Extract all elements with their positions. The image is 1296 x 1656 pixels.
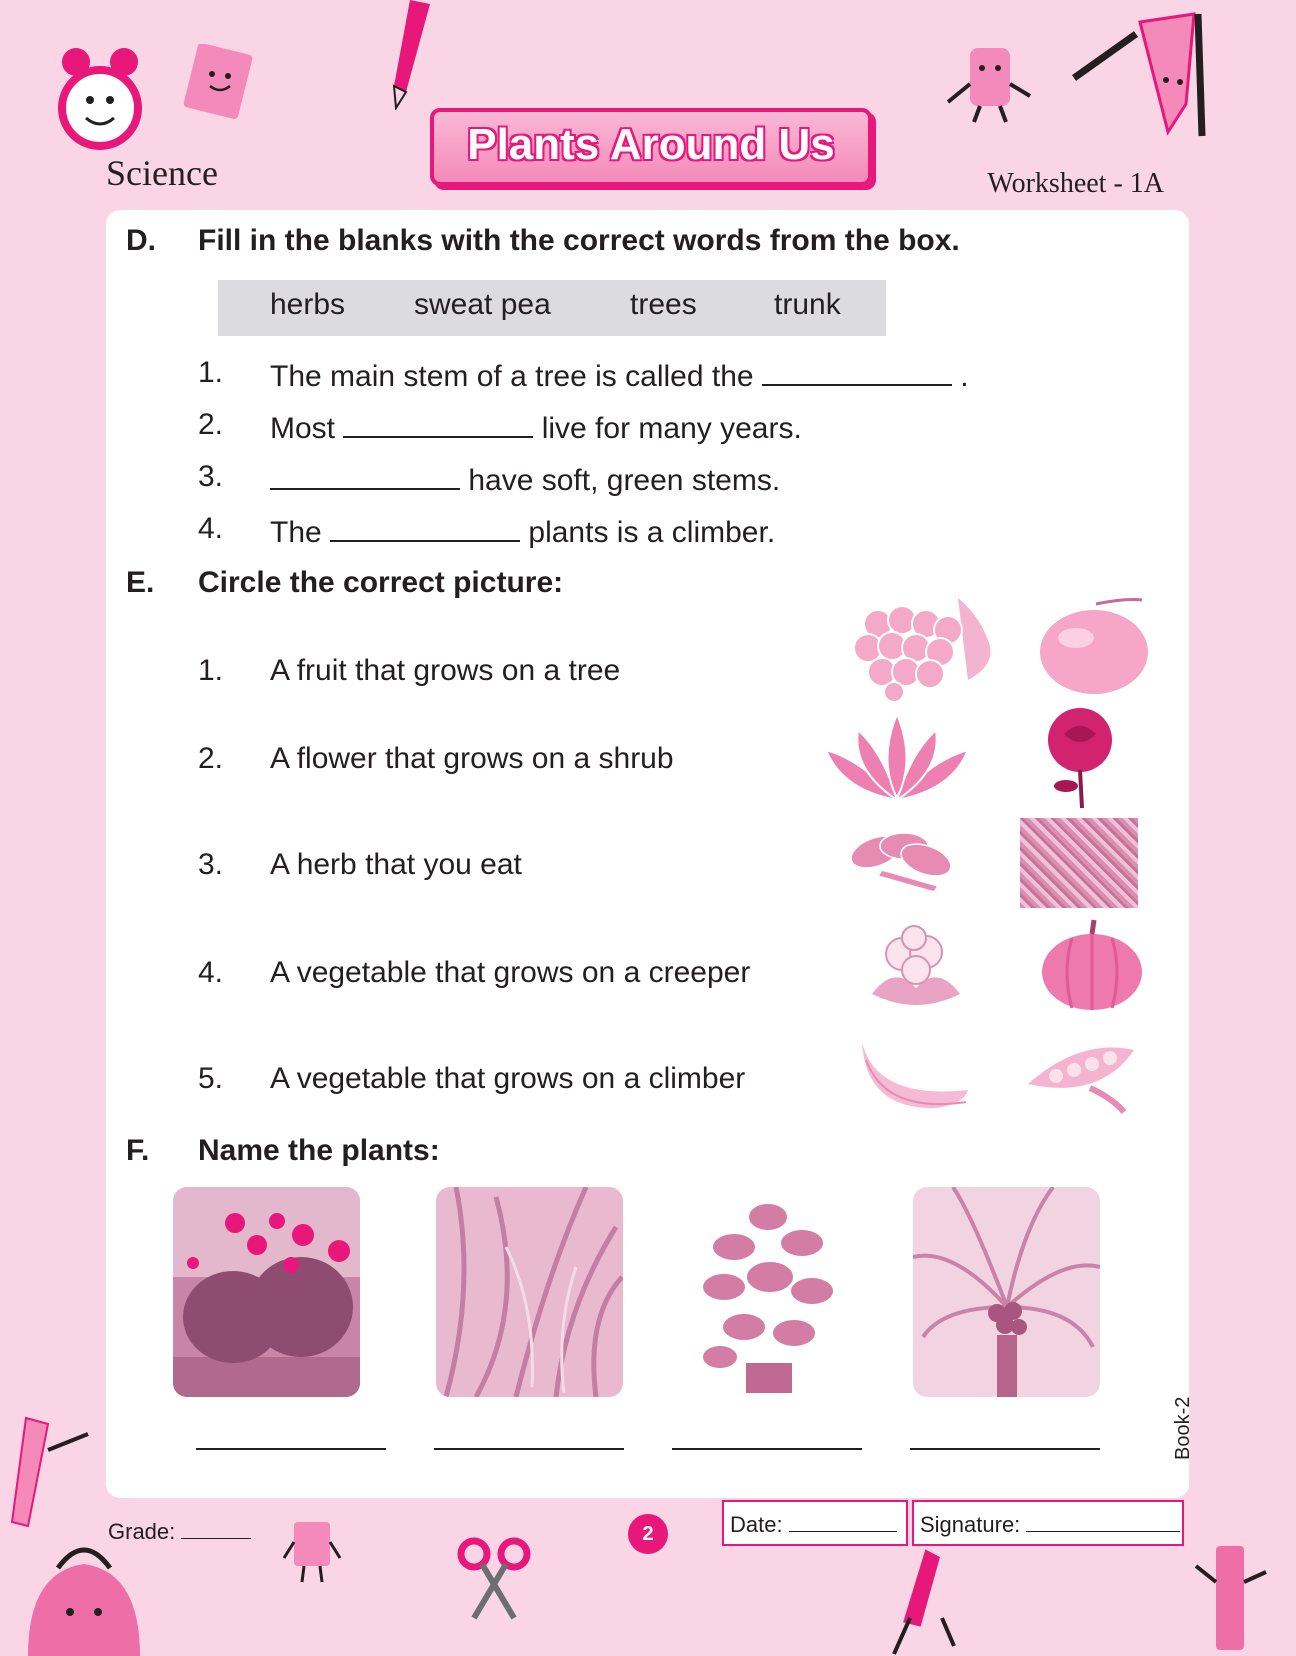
cauliflower-picture[interactable] xyxy=(864,924,968,1014)
subject-label: Science xyxy=(106,153,218,193)
date-field[interactable] xyxy=(722,1500,908,1546)
pen-character-icon xyxy=(886,1546,960,1656)
plant-name-blank[interactable] xyxy=(672,1448,862,1450)
ruler-character-icon xyxy=(8,1414,92,1534)
eraser-character-icon xyxy=(944,44,1034,124)
question-number: 2. xyxy=(198,742,224,775)
question-number: 4. xyxy=(198,512,224,545)
plant-name-blank[interactable] xyxy=(910,1448,1100,1450)
spinach-picture[interactable] xyxy=(842,822,960,902)
circle-question-2: A flower that grows on a shrub xyxy=(270,742,674,775)
signature-blank[interactable] xyxy=(1026,1511,1180,1532)
rose-bush-photo xyxy=(173,1187,360,1397)
circle-question-1: A fruit that grows on a tree xyxy=(270,654,621,687)
date-blank[interactable] xyxy=(789,1511,897,1532)
grade-label: Grade: xyxy=(108,1519,176,1544)
question-text: The main stem of a tree is called the xyxy=(270,360,754,393)
section-d-letter: D. xyxy=(126,224,156,257)
plant-leaves-picture[interactable] xyxy=(1020,818,1138,908)
question-number: 4. xyxy=(198,956,224,989)
question-number: 1. xyxy=(198,356,224,389)
grade-blank[interactable] xyxy=(181,1518,251,1539)
word-box xyxy=(218,280,886,336)
question-text: live for many years. xyxy=(541,412,802,445)
section-d-title: Fill in the blanks with the correct words from the box. xyxy=(198,224,960,257)
signature-field[interactable] xyxy=(912,1500,1184,1546)
worksheet-title: Plants Around Us xyxy=(467,120,835,169)
answer-blank[interactable] xyxy=(343,408,533,438)
circle-question-5: A vegetable that grows on a climber xyxy=(270,1062,746,1095)
fill-question-1 xyxy=(270,356,969,394)
scissors-icon xyxy=(456,1536,532,1622)
lotus-picture[interactable] xyxy=(822,710,972,810)
word-box-item: trunk xyxy=(774,288,841,321)
section-f-title: Name the plants: xyxy=(198,1134,440,1167)
book-label: Book-2 xyxy=(1172,1396,1194,1460)
question-number: 5. xyxy=(198,1062,224,1095)
fill-question-3 xyxy=(270,460,780,498)
plant-name-blank[interactable] xyxy=(434,1448,624,1450)
word-box-item: sweat pea xyxy=(414,288,551,321)
pencil-icon xyxy=(384,0,444,110)
banana-picture[interactable] xyxy=(856,1030,976,1116)
word-box-item: trees xyxy=(630,288,697,321)
notebook-character-icon xyxy=(176,44,260,124)
circle-question-3: A herb that you eat xyxy=(270,848,522,881)
money-plant-photo xyxy=(694,1187,844,1397)
pencil-character-icon xyxy=(1192,1542,1272,1656)
question-text: . xyxy=(960,360,969,393)
rose-picture[interactable] xyxy=(1034,704,1126,810)
fill-question-4 xyxy=(270,512,775,550)
sharpener-character-icon xyxy=(282,1518,342,1586)
mango-picture[interactable] xyxy=(1036,590,1154,698)
peas-picture[interactable] xyxy=(1020,1028,1142,1116)
word-box-item: herbs xyxy=(270,288,346,321)
date-label: Date: xyxy=(730,1512,783,1537)
question-number: 2. xyxy=(198,408,224,441)
question-number: 3. xyxy=(198,848,224,881)
question-text: plants is a climber. xyxy=(528,516,776,549)
answer-blank[interactable] xyxy=(762,356,952,386)
question-number: 1. xyxy=(198,654,224,687)
paddy-field-photo xyxy=(436,1187,623,1397)
section-e-title: Circle the correct picture: xyxy=(198,566,564,599)
question-text: The xyxy=(270,516,322,549)
pumpkin-picture[interactable] xyxy=(1038,916,1146,1012)
section-f-letter: F. xyxy=(126,1134,150,1167)
signature-label: Signature: xyxy=(920,1512,1021,1537)
section-e-letter: E. xyxy=(126,566,155,599)
circle-question-4: A vegetable that grows on a creeper xyxy=(270,956,751,989)
fill-question-2 xyxy=(270,408,802,446)
worksheet-number: Worksheet - 1A xyxy=(987,168,1164,199)
coconut-palm-photo xyxy=(913,1187,1100,1397)
answer-blank[interactable] xyxy=(330,512,520,542)
plant-name-blank[interactable] xyxy=(196,1448,386,1450)
pencil-character-icon xyxy=(1070,8,1220,138)
question-text: Most xyxy=(270,412,336,445)
question-number: 3. xyxy=(198,460,224,493)
alarm-clock-icon xyxy=(52,44,148,156)
grapes-picture[interactable] xyxy=(838,584,1004,704)
answer-blank[interactable] xyxy=(270,460,460,490)
worksheet-title-banner xyxy=(430,108,872,186)
page-number-badge: 2 xyxy=(628,1514,668,1554)
bag-character-icon xyxy=(18,1532,152,1656)
question-text: have soft, green stems. xyxy=(468,464,781,497)
